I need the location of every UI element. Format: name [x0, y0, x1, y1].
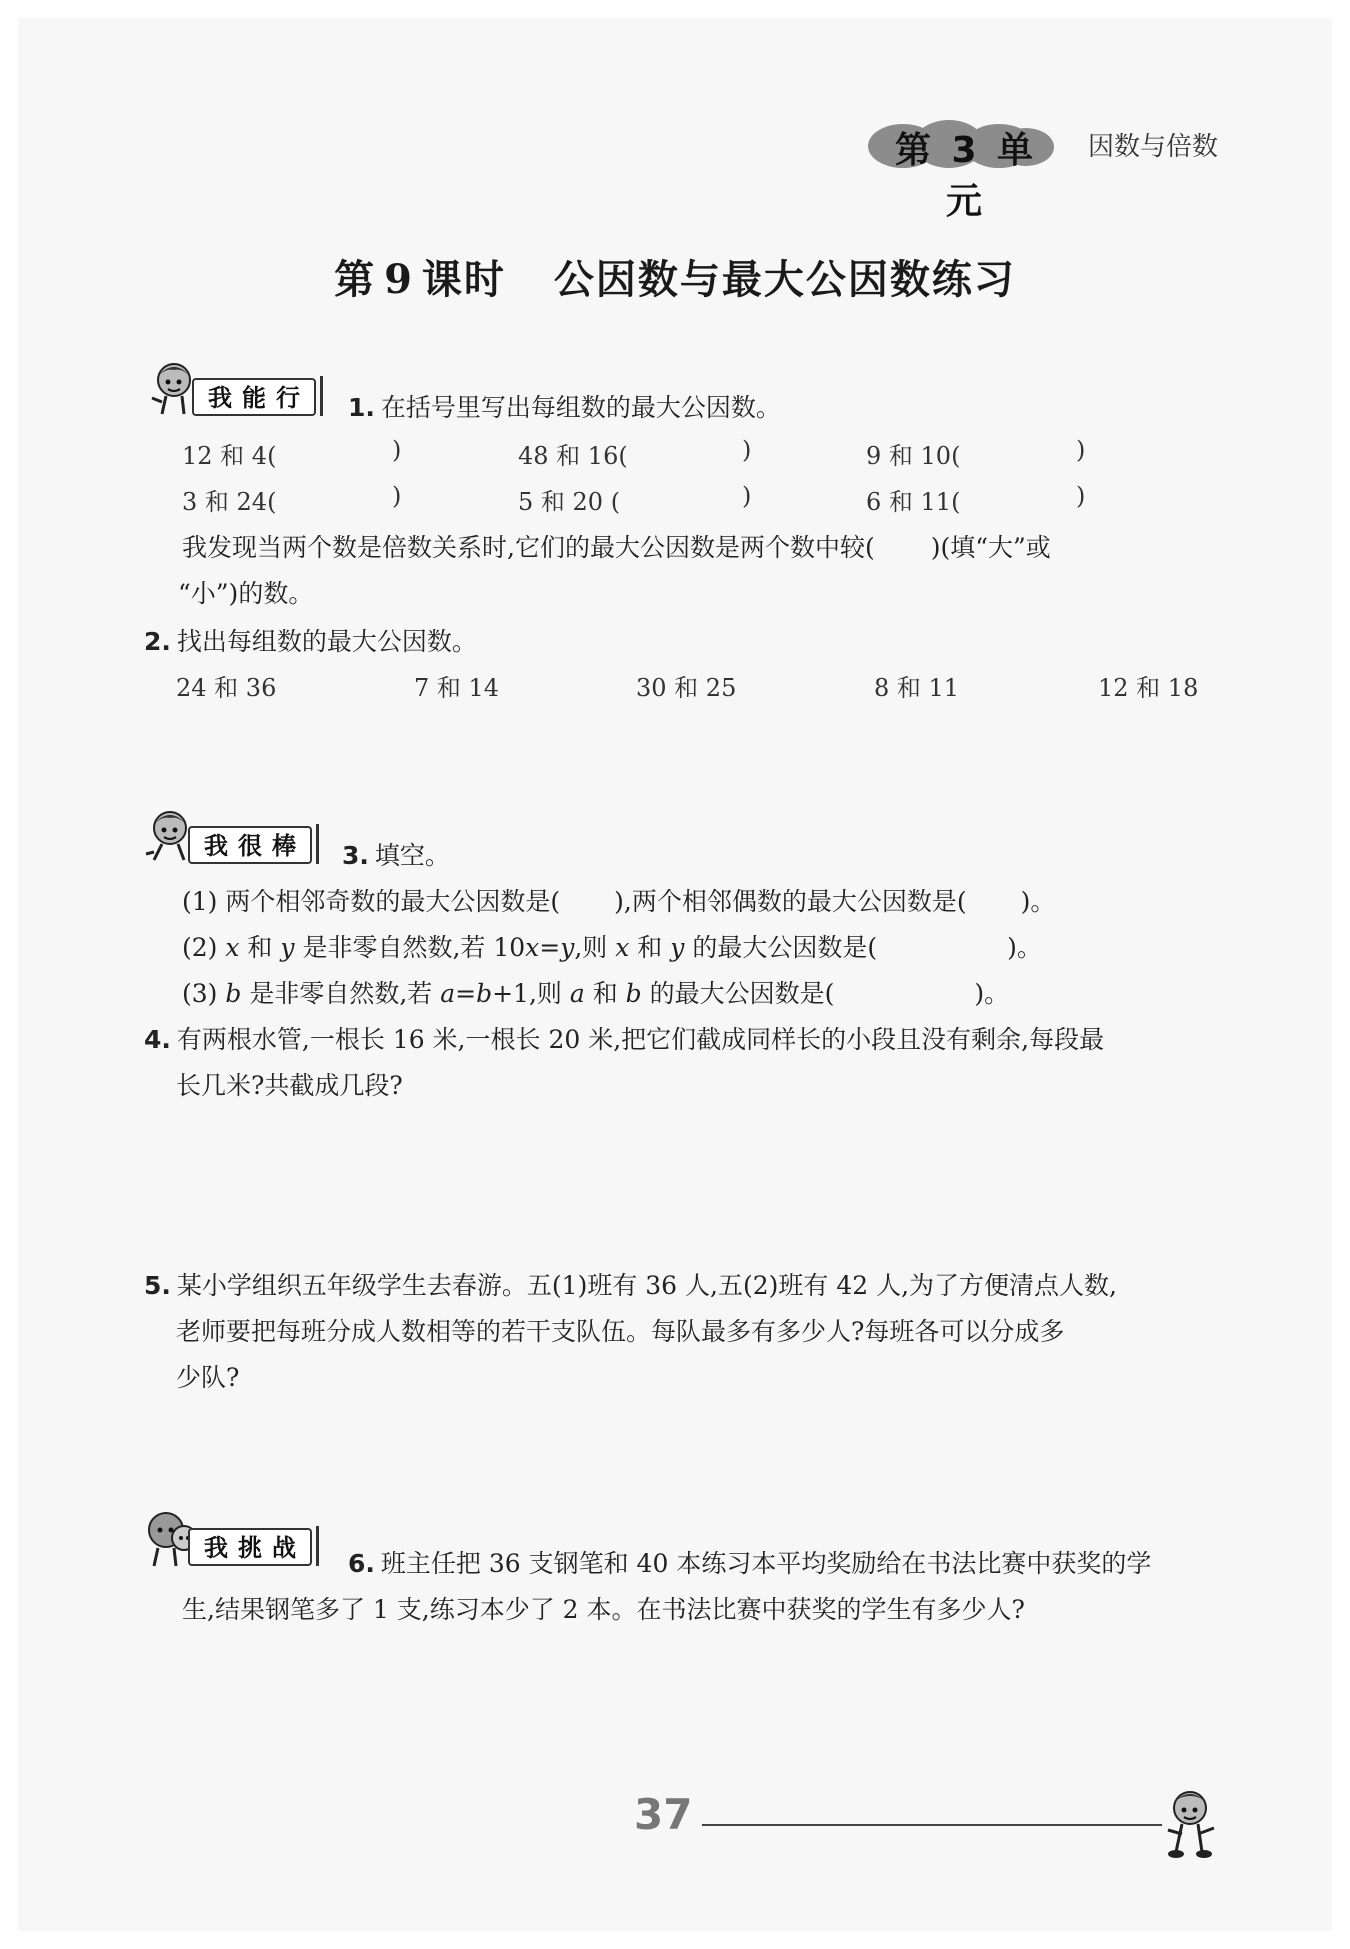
q1-item: 6 和 11( [866, 488, 961, 516]
q5-number: 5. [144, 1271, 171, 1300]
q2-pair: 8 和 11 [874, 674, 960, 702]
q1-item: 3 和 24( [182, 488, 277, 516]
q1-item: 9 和 10( [866, 442, 961, 470]
q6-line1: 6. 班主任把 36 支钢笔和 40 本练习本平均奖励给在书法比赛中获奖的学 [348, 1549, 1152, 1578]
q4-line2: 长几米?共截成几段? [176, 1071, 403, 1100]
q2-number: 2. [144, 627, 171, 656]
q5-line1: 5. 某小学组织五年级学生去春游。五(1)班有 36 人,五(2)班有 42 人,为了方便清点人数, [144, 1271, 1117, 1300]
q5-line2: 老师要把每班分成人数相等的若干支队伍。每队最多有多少人?每班各可以分成多 [176, 1317, 1065, 1346]
q2-pair: 7 和 14 [414, 674, 500, 702]
q1-prompt: 1. 在括号里写出每组数的最大公因数。 [348, 393, 781, 422]
footer-rule [702, 1824, 1162, 1826]
q1-discover-line2: “小”)的数。 [178, 579, 314, 608]
q1-item-close: ) [392, 436, 402, 464]
q3-item-2: (2) x 和 y 是非零自然数,若 10x=y,则 x 和 y 的最大公因数是( )。 [182, 933, 1042, 962]
q1-item-close: ) [742, 482, 752, 510]
q6-line2: 生,结果钢笔多了 1 支,练习本少了 2 本。在书法比赛中获奖的学生有多少人? [182, 1595, 1025, 1624]
q3-item-3: (3) b 是非零自然数,若 a=b+1,则 a 和 b 的最大公因数是( )。 [182, 979, 1010, 1008]
mascot-boy-icon [1160, 1784, 1230, 1860]
section-label-2: 我很棒 [204, 832, 306, 860]
q1-item-close: ) [742, 436, 752, 464]
q4-line1: 4. 有两根水管,一根长 16 米,一根长 20 米,把它们截成同样长的小段且没有剩余,每段最 [144, 1025, 1105, 1054]
lesson-name: 公因数与最大公因数练习 [553, 256, 1016, 303]
q1-item: 5 和 20 ( [518, 488, 621, 516]
lesson-number: 9 [384, 256, 414, 303]
unit-badge [868, 120, 1058, 222]
q1-discover-line1: 我发现当两个数是倍数关系时,它们的最大公因数是两个数中较( )(填“大”或 [182, 533, 1051, 562]
q4-number: 4. [144, 1025, 171, 1054]
lesson-prefix: 第 [334, 256, 377, 303]
unit-subtitle: 因数与倍数 [1088, 132, 1219, 162]
q1-item: 12 和 4( [182, 442, 277, 470]
section-label-1: 我能行 [208, 384, 310, 412]
lesson-title [0, 248, 1350, 305]
q2-prompt: 2. 找出每组数的最大公因数。 [144, 627, 477, 656]
q1-item-close: ) [1076, 482, 1086, 510]
q3-item-1: (1) 两个相邻奇数的最大公因数是( ),两个相邻偶数的最大公因数是( )。 [182, 887, 1056, 916]
q1-number: 1. [348, 393, 375, 422]
q1-item-close: ) [1076, 436, 1086, 464]
q3-number: 3. [342, 841, 369, 870]
section-badge-1 [148, 358, 348, 422]
page-number: 37 [634, 1790, 693, 1839]
q1-item: 48 和 16( [518, 442, 628, 470]
q1-item-close: ) [392, 482, 402, 510]
q2-pair: 24 和 36 [176, 674, 277, 702]
q2-pair: 12 和 18 [1098, 674, 1199, 702]
q2-pair: 30 和 25 [636, 674, 737, 702]
section-badge-3 [144, 1508, 344, 1572]
q3-prompt: 3. 填空。 [342, 841, 450, 870]
section-badge-2 [144, 806, 344, 870]
q5-line3: 少队? [176, 1363, 240, 1392]
q6-number: 6. [348, 1549, 375, 1578]
unit-label: 第 3 单元 [894, 130, 1038, 222]
section-label-3: 我挑战 [204, 1534, 306, 1562]
lesson-suffix: 课时 [421, 256, 506, 303]
